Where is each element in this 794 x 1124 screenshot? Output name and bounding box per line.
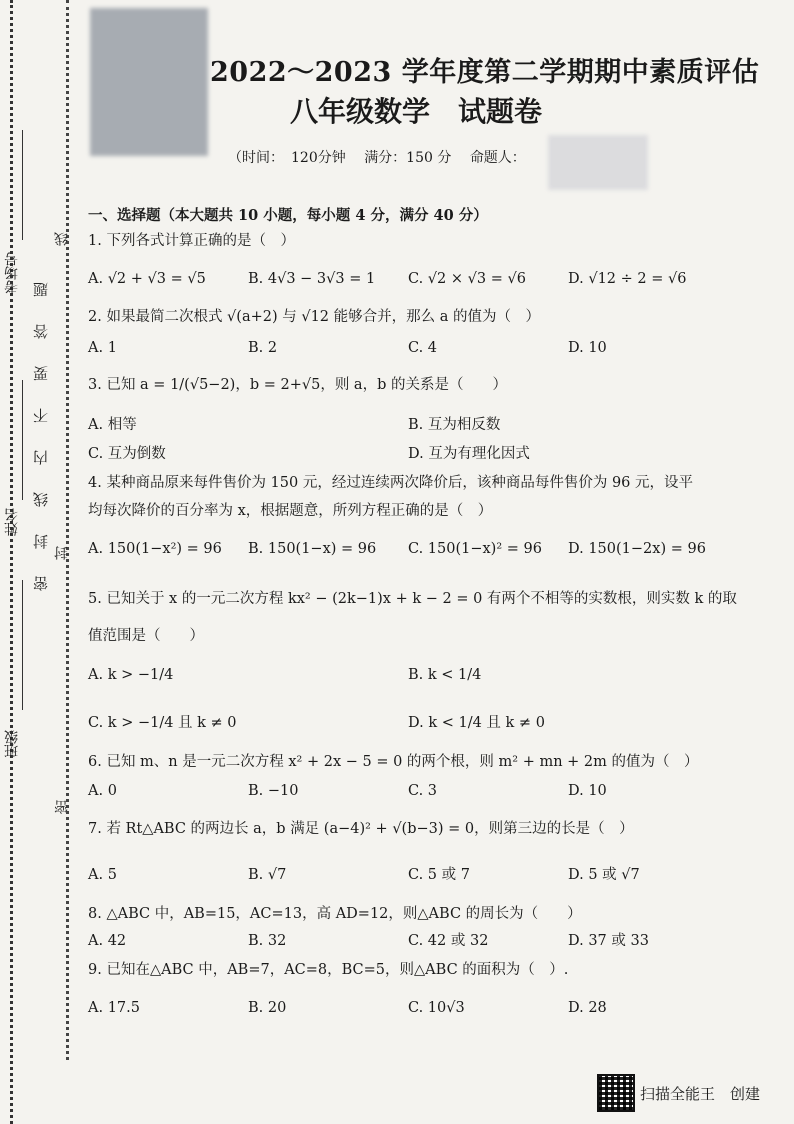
q1-option-b: B. 4√3 − 3√3 = 1 [248, 271, 376, 287]
question-8: 8. △ABC 中，AB=15，AC=13，高 AD=12，则△ABC 的周长为（ ） [88, 906, 582, 922]
q2-option-a: A. 1 [88, 340, 117, 356]
q9-option-c: C. 10√3 [408, 1000, 465, 1016]
exam-info [228, 147, 540, 167]
question-9: 9. 已知在△ABC 中，AB=7，AC=8，BC=5，则△ABC 的面积为（ ）. [88, 962, 569, 978]
question-7: 7. 若 Rt△ABC 的两边长 a，b 满足 (a−4)² + √(b−3) = 0，则第三边的长是（ ） [88, 821, 634, 837]
q9-option-a: A. 17.5 [88, 1000, 140, 1016]
seal-warning-text: 密 封 线 内 不 要 答 题 [32, 276, 50, 591]
question-3: 3. 已知 a = 1/(√5−2)，b = 2+√5，则 a，b 的关系是（ ） [88, 377, 507, 393]
binding-dotted-line-inner [66, 0, 69, 1060]
q6-option-c: C. 3 [408, 783, 438, 799]
q4-option-a: A. 150(1−x²) = 96 [88, 541, 222, 557]
q8-option-d: D. 37 或 33 [568, 933, 649, 949]
question-4: 4. 某种商品原来每件售价为 150 元，经过连续两次降价后，该种商品每件售价为 96 元，设平 [88, 475, 694, 491]
footer-watermark: 扫描全能王 创建 [640, 1085, 761, 1103]
question-1: 1. 下列各式计算正确的是（ ） [88, 233, 295, 249]
q6-option-a: A. 0 [88, 783, 117, 799]
q2-option-b: B. 2 [248, 340, 278, 356]
q5-option-b: B. k < 1/4 [408, 667, 482, 683]
q3-option-a: A. 相等 [88, 417, 137, 433]
binding-dotted-line-outer [10, 0, 13, 1124]
class-label: 班级 [4, 730, 20, 758]
seal-line-label: 线 [54, 232, 70, 246]
question-2: 2. 如果最简二次根式 √(a+2) 与 √12 能够合并，那么 a 的值为（ ） [88, 309, 541, 325]
q7-option-d: D. 5 或 √7 [568, 867, 640, 883]
exam-time: （时间： 120分钟 [228, 150, 346, 166]
qr-code-icon [597, 1074, 635, 1112]
q6-option-b: B. −10 [248, 783, 299, 799]
exam-author: 命题人： [469, 150, 526, 166]
q4-option-d: D. 150(1−2x) = 96 [568, 541, 706, 557]
question-5: 5. 已知关于 x 的一元二次方程 kx² − (2k−1)x + k − 2 = 0 有两个不相等的实数根，则实数 k 的取 [88, 591, 737, 607]
section-title: 一、选择题（本大题共 10 小题，每小题 4 分，满分 40 分） [88, 207, 488, 224]
seal-label: 封 [54, 546, 70, 560]
q2-option-d: D. 10 [568, 340, 607, 356]
q7-option-a: A. 5 [88, 867, 117, 883]
q3-option-c: C. 互为倒数 [88, 446, 166, 462]
question-5-continued: 值范围是（ ） [88, 628, 204, 644]
exam-no-label: 考场号 [4, 252, 20, 294]
q1-option-a: A. √2 + √3 = √5 [88, 271, 206, 287]
q5-option-c: C. k > −1/4 且 k ≠ 0 [88, 715, 237, 731]
secret-label: 密 [54, 800, 70, 814]
q1-option-c: C. √2 × √3 = √6 [408, 271, 526, 287]
q4-option-b: B. 150(1−x) = 96 [248, 541, 377, 557]
class-underline [22, 580, 23, 710]
q6-option-d: D. 10 [568, 783, 607, 799]
q8-option-a: A. 42 [88, 933, 127, 949]
redaction-patch-author [548, 135, 648, 190]
q3-option-d: D. 互为有理化因式 [408, 446, 530, 462]
q4-option-c: C. 150(1−x)² = 96 [408, 541, 542, 557]
question-6: 6. 已知 m、n 是一元二次方程 x² + 2x − 5 = 0 的两个根，则 m² + mn + 2m 的值为（ ） [88, 754, 699, 770]
q9-option-b: B. 20 [248, 1000, 287, 1016]
question-4-continued: 均每次降价的百分率为 x，根据题意，所列方程正确的是（ ） [88, 503, 493, 519]
q7-option-c: C. 5 或 7 [408, 867, 470, 883]
q7-option-b: B. √7 [248, 867, 287, 883]
exam-no-underline [22, 130, 23, 240]
exam-full-score: 满分：150 分 [364, 150, 452, 166]
exam-subtitle: 八年级数学 试题卷 [290, 95, 543, 128]
q5-option-a: A. k > −1/4 [88, 667, 174, 683]
name-underline [22, 380, 23, 500]
redaction-patch-top-left [90, 8, 208, 156]
q2-option-c: C. 4 [408, 340, 438, 356]
q9-option-d: D. 28 [568, 1000, 607, 1016]
name-label: 姓名 [4, 508, 20, 536]
exam-title: 2022～2023 学年度第二学期期中素质评估 [210, 57, 760, 88]
q1-option-d: D. √12 ÷ 2 = √6 [568, 271, 687, 287]
q8-option-b: B. 32 [248, 933, 287, 949]
q8-option-c: C. 42 或 32 [408, 933, 489, 949]
q5-option-d: D. k < 1/4 且 k ≠ 0 [408, 715, 545, 731]
q3-option-b: B. 互为相反数 [408, 417, 501, 433]
